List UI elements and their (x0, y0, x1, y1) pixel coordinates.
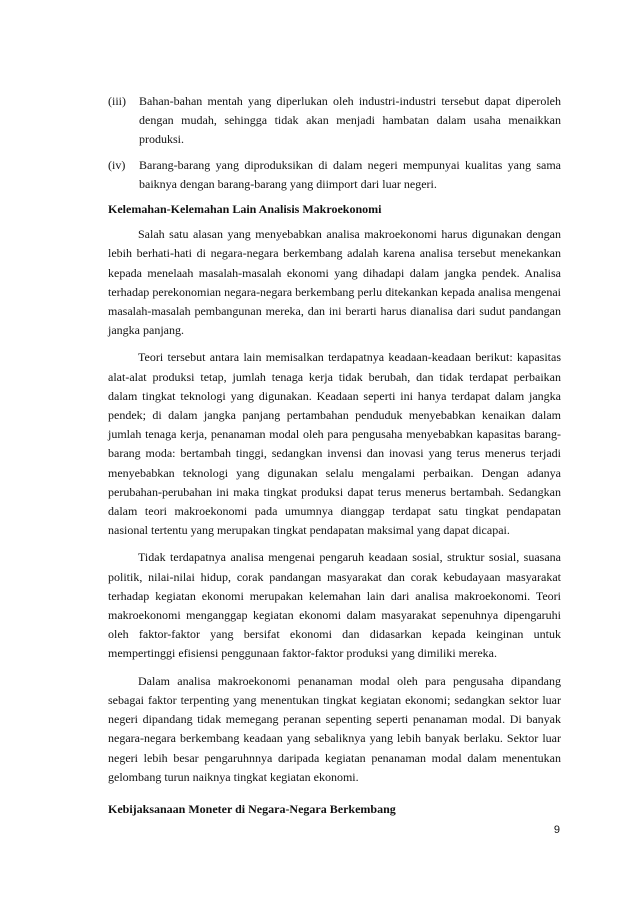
next-section-heading: Kebijaksanaan Moneter di Negara-Negara Berkembang (108, 802, 396, 816)
page-number: 9 (553, 824, 560, 836)
list-item-number: (iii) (108, 94, 126, 108)
list-item (108, 92, 561, 150)
paragraph: Salah satu alasan yang menyebabkan analisa makroekonomi harus digunakan dengan lebih berhati-hati di negara-negara berkembang adalah karena analisa tersebut menekankan kepada menelaah masalah-masalah ekonomi yang dihadapi dalam jangka pendek. Analisa terhadap perekonomian negara-negara berkembang perlu ditekankan kepada analisa mengenai masalah-masalah pembangunan mereka, dan ini berarti harus dianalisa dari sudut pandangan jangka panjang. (108, 227, 561, 338)
paragraph: Teori tersebut antara lain memisalkan terdapatnya keadaan-keadaan berikut: kapasitas alat-alat produksi tetap, jumlah tenaga kerja tidak berubah, dan tidak terdapat perbaikan dalam tingkat teknologi yang digunakan. Keadaan seperti ini hanya terdapat dalam jangka pendek; di dalam jangka panjang pertambahan penduduk menyebabkan kenaikan dalam jumlah tenaga kerja, penanaman modal oleh para pengusaha menyebabkan kapasitas barang-barang moda: bertambah tinggi, sedangkan invensi dan inovasi yang terus menerus terjadi menyebabkan teknologi yang digunakan selalu mengalami perbaikan. Dengan adanya perubahan-perubahan ini maka tingkat produksi dapat terus menerus bertambah. Sedangkan dalam teori makroekonomi pada umumnya dianggap terdapat satu tingkat pendapatan nasional tertentu yang merupakan tingkat pendapatan maksimal yang dapat dicapai. (108, 350, 561, 538)
page-content (108, 92, 561, 795)
paragraph: Dalam analisa makroekonomi penanaman modal oleh para pengusaha dipandang sebagai faktor terpenting yang menentukan tingkat kegiatan ekonomi; sedangkan sektor luar negeri dipandang tidak memegang peranan sepenting seperti penanaman modal. Di banyak negara-negara berkembang keadaan yang sebaliknya yang lebih banyak berlaku. Sektor luar negeri lebih besar pengaruhnnya daripada kegiatan penanaman modal dalam menentukan gelombang turun naiknya tingkat kegiatan ekonomi. (108, 673, 561, 784)
list-item-number: (iv) (108, 157, 126, 172)
list-item-text: Bahan-bahan mentah yang diperlukan oleh industri-industri tersebut dapat diperoleh dengan mudah, sehingga tidak akan menjadi hambatan dalam usaha menaikkan produksi. (139, 94, 561, 147)
list-item-text: Barang-barang yang diproduksikan di dalam negeri mempunyai kualitas yang sama baiknya dengan barang-barang yang diimport dari luar negeri. (139, 157, 561, 191)
paragraph: Tidak terdapatnya analisa mengenai pengaruh keadaan sosial, struktur sosial, suasana politik, nilai-nilai hidup, corak pandangan masyarakat dan corak kebudayaan masyarakat terhadap kegiatan ekonomi merupakan kelemahan lain dari analisa makroekonomi. Teori makroekonomi menganggap kegiatan ekonomi dalam masyarakat sepenuhnya dipengaruhi oleh faktor-faktor yang bersifat ekonomi dan didasarkan kepada keinginan untuk mempertinggi efisiensi penggunaan faktor-faktor produksi yang dimiliki mereka. (108, 550, 561, 661)
list-item (108, 156, 561, 194)
section-heading: Kelemahan-Kelemahan Lain Analisis Makroekonomi (108, 202, 382, 217)
